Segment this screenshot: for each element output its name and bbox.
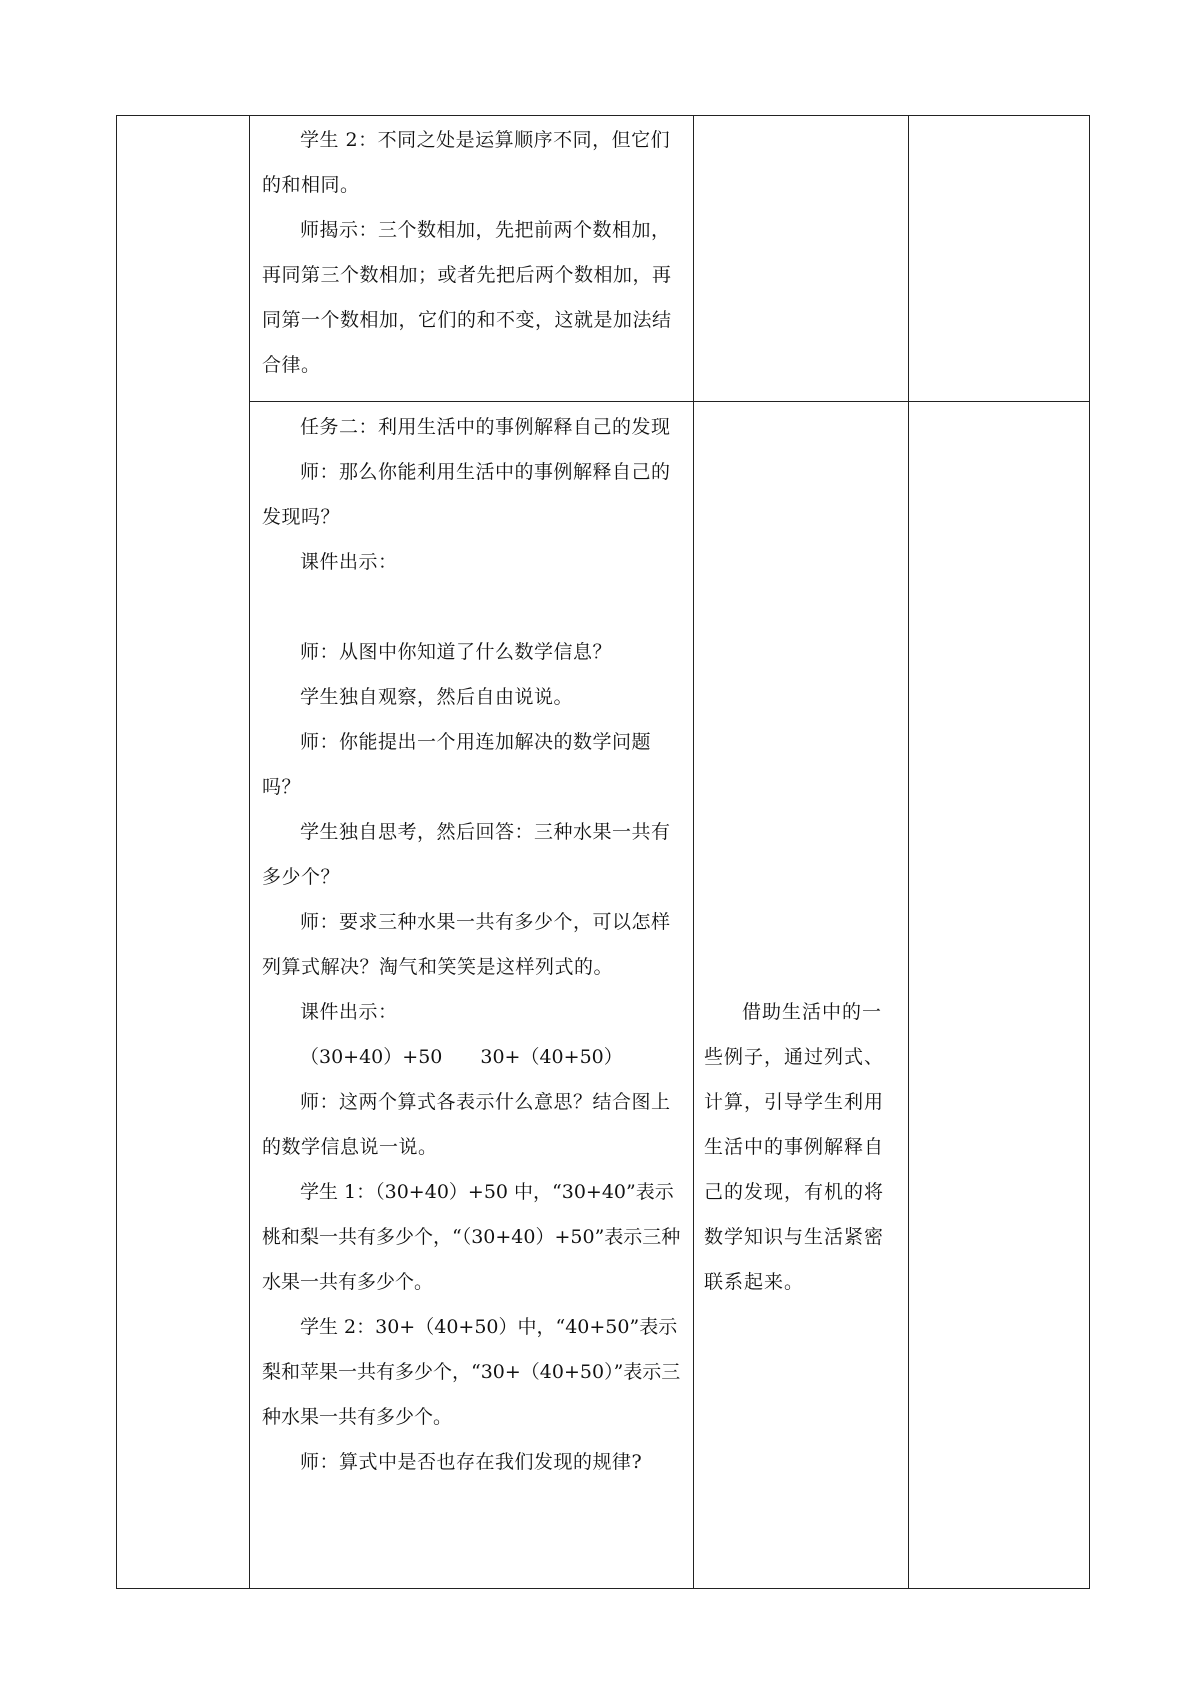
row2-content-cell [252,402,692,1588]
paragraph: 学生 2：不同之处是运算顺序不同，但它们的和相同。 [262,129,671,196]
table-right-border [1089,115,1090,1589]
table-bottom-border [116,1588,1090,1589]
row1-note-cell [696,115,906,401]
paragraph: 师：算式中是否也存在我们发现的规律? [300,1451,643,1473]
table-left-border [116,115,117,1589]
paragraph: 师：你能提出一个用连加解决的数学问题吗？ [262,731,652,798]
row2-remark-cell [911,402,1087,1588]
paragraph: 课件出示： [300,551,398,573]
equation-line: （30+40）+50 30+（40+50） [300,1046,623,1068]
paragraph: 师揭示：三个数相加，先把前两个数相加，再同第三个数相加；或者先把后两个数相加，再同第一个数相加，它们的和不变，这就是加法结合律。 [262,219,672,376]
row1-content-cell [252,115,692,401]
paragraph: 师：从图中你知道了什么数学信息？ [300,641,613,663]
design-note: 借助生活中的一些例子，通过列式、计算，引导学生利用生活中的事例解释自己的发现，有机的将数学知识与生活紧密联系起来。 [704,1001,885,1293]
table-col-divider-1 [249,115,250,1589]
courseware-image-placeholder [262,585,684,630]
table-col-divider-2 [693,115,694,1589]
paragraph: 师：这两个算式各表示什么意思？结合图上的数学信息说一说。 [262,1091,671,1158]
paragraph: 课件出示： [300,1001,398,1023]
paragraph: 师：要求三种水果一共有多少个，可以怎样列算式解决？淘气和笑笑是这样列式的。 [262,911,671,978]
paragraph: 学生独自观察，然后自由说说。 [300,686,574,708]
row2-note-cell [696,402,906,1588]
row1-remark-cell [911,115,1087,401]
table-col-divider-3 [908,115,909,1589]
paragraph: 任务二：利用生活中的事例解释自己的发现 [300,416,671,438]
paragraph: 学生独自思考，然后回答：三种水果一共有多少个？ [262,821,671,888]
lesson-plan-table [116,115,1090,1589]
paragraph: 学生 2：30+（40+50）中，“40+50”表示梨和苹果一共有多少个，“30+（40+50）”表示三种水果一共有多少个。 [262,1316,681,1428]
paragraph: 师：那么你能利用生活中的事例解释自己的发现吗？ [262,461,671,528]
paragraph: 学生 1：（30+40）+50 中，“30+40”表示桃和梨一共有多少个，“（30+40）+50”表示三种水果一共有多少个。 [262,1181,681,1293]
